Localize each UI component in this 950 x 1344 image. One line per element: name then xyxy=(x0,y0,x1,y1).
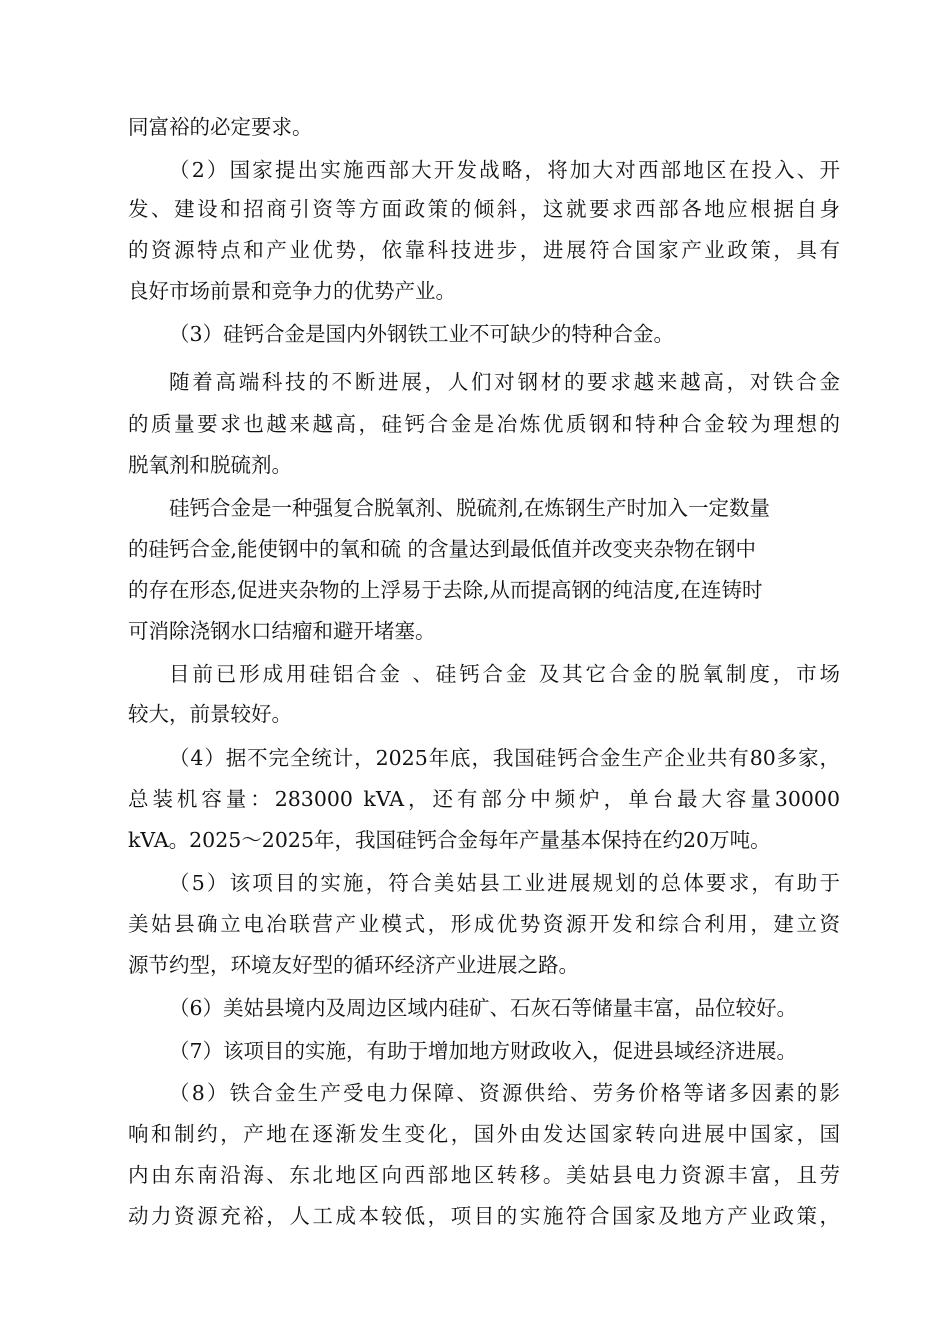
text-line: 随着高端科技的不断进展，人们对钢材的要求越来越高，对铁合金 xyxy=(169,370,840,394)
text-line: （4）据不完全统计，2025年底，我国硅钙合金生产企业共有80多家， xyxy=(169,746,840,770)
text-line: 硅钙合金是一种强复合脱氧剂、脱硫剂,在炼钢生产时加入一定数量 xyxy=(169,496,771,520)
text-line: kVA。2025～2025年，我国硅钙合金每年产量基本保持在约20万吨。 xyxy=(128,828,771,852)
text-line: 动力资源充裕，人工成本较低，项目的实施符合国家及地方产业政策， xyxy=(128,1204,840,1228)
text-line: 发、建设和招商引资等方面政策的倾斜，这就要求西部各地应根据自身 xyxy=(128,197,840,221)
text-line: 的质量要求也越来越高，硅钙合金是冶炼优质钢和特种合金较为理想的 xyxy=(128,412,840,436)
text-line: 良好市场前景和竞争力的优势产业。 xyxy=(128,279,456,303)
text-line: 同富裕的必定要求。 xyxy=(128,115,313,139)
text-line: 源节约型，环境友好型的循环经济产业进展之路。 xyxy=(128,953,579,977)
text-line: （5）该项目的实施，符合美姑县工业进展规划的总体要求，有助于 xyxy=(169,871,840,895)
text-line: （6）美姑县境内及周边区域内硅矿、石灰石等储量丰富，品位较好。 xyxy=(169,996,798,1020)
text-line: 可消除浇钢水口结瘤和避开堵塞。 xyxy=(128,619,436,643)
text-line: 的资源特点和产业优势，依靠科技进步，进展符合国家产业政策，具有 xyxy=(128,238,840,262)
text-line: （3）硅钙合金是国内外钢铁工业不可缺少的特种合金。 xyxy=(169,322,675,346)
text-line: 总装机容量：283000 kVA，还有部分中频炉，单台最大容量30000 xyxy=(128,787,840,811)
text-line: （8）铁合金生产受电力保障、资源供给、劳务价格等诸多因素的影 xyxy=(169,1081,840,1105)
text-line: 较大，前景较好。 xyxy=(128,702,292,726)
text-line: 的存在形态,促进夹杂物的上浮易于去除,从而提高钢的纯洁度,在连铸时 xyxy=(128,578,763,602)
text-line: （7）该项目的实施，有助于增加地方财政收入，促进县域经济进展。 xyxy=(169,1039,798,1063)
text-line: 脱氧剂和脱硫剂。 xyxy=(128,453,292,477)
text-line: 内由东南沿海、东北地区向西部地区转移。美姑县电力资源丰富，且劳 xyxy=(128,1163,840,1187)
text-line: （2）国家提出实施西部大开发战略，将加大对西部地区在投入、开 xyxy=(169,158,840,182)
text-line: 目前已形成用硅铝合金 、硅钙合金 及其它合金的脱氧制度，市场 xyxy=(169,662,840,686)
text-line: 响和制约，产地在逐渐发生变化，国外由发达国家转向进展中国家，国 xyxy=(128,1122,840,1146)
text-line: 美姑县确立电冶联营产业模式，形成优势资源开发和综合利用，建立资 xyxy=(128,912,840,936)
text-line: 的硅钙合金,能使钢中的氧和硫 的含量达到最低值并改变夹杂物在钢中 xyxy=(128,537,757,561)
